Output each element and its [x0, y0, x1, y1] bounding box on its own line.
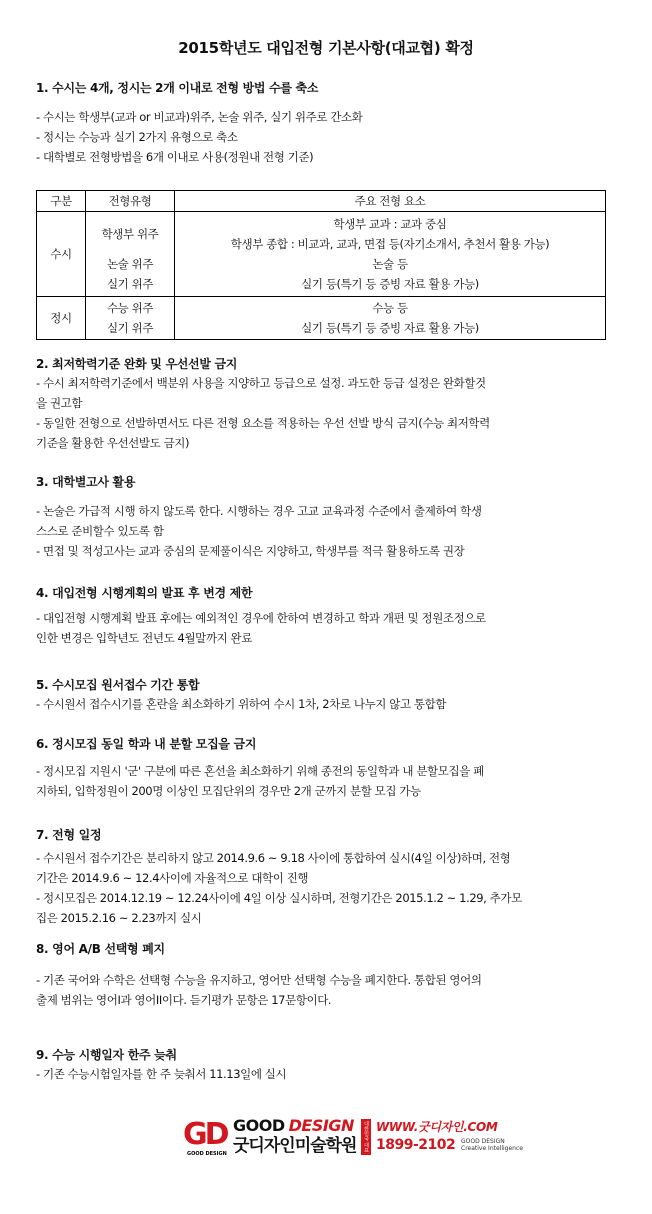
table-row: [37, 212, 606, 297]
table-cell-category: 정시: [37, 297, 86, 340]
section-1: [36, 79, 620, 167]
section-1-line: - 수시는 학생부(교과 or 비교과)위주, 논술 위주, 실기 위주로 간소화: [36, 110, 363, 124]
vertical-red-label: 대한민국 대표: [361, 1119, 371, 1155]
section-6: [36, 735, 620, 801]
table-cell-category: 수시: [37, 212, 86, 297]
page-title: 2015학년도 대입전형 기본사항(대교협) 확정: [178, 39, 474, 57]
website-url: WWW.굿디자인.COM: [376, 1120, 498, 1134]
slogan-line: GOOD DESIGN: [461, 1138, 505, 1145]
section-5-heading: 5. 수시모집 원서접수 기간 통합: [36, 678, 200, 692]
table-header: 전형유형: [86, 191, 175, 212]
section-7-line: 기간은 2014.9.6 ~ 12.4사이에 자율적으로 대학이 진행: [36, 871, 309, 885]
table-cell-type: 논술 위주: [106, 257, 154, 271]
section-7-line: - 수시원서 접수기간은 분리하지 않고 2014.9.6 ~ 9.18 사이에 통합하여 실시(4일 이상)하며, 전형: [36, 851, 511, 865]
phone-number: 1899-2102: [376, 1137, 456, 1153]
table-cell-element: 실기 등(특기 등 증빙 자료 활용 가능): [301, 277, 479, 291]
brand-name-korean: 굿디자인미술학원: [233, 1136, 357, 1156]
section-4-heading: 4. 대입전형 시행계획의 발표 후 변경 제한: [36, 586, 253, 600]
section-2-line: 기준을 활용한 우선선발도 금지): [36, 436, 190, 450]
slogan-line: Creative Intelligence: [461, 1145, 523, 1152]
section-9: [36, 1046, 620, 1084]
gd-logo-mark: GD: [183, 1117, 227, 1152]
section-6-line: 지하되, 입학정원이 200명 이상인 모집단위의 경우만 2개 군까지 분할 모집 가능: [36, 784, 421, 798]
table-cell-elements: [175, 297, 606, 340]
table-cell-type: 실기 위주: [106, 277, 154, 291]
section-1-heading: 1. 수시는 4개, 정시는 2개 이내로 전형 방법 수를 축소: [36, 81, 319, 95]
section-3-line: - 논술은 가급적 시행 하지 않도록 한다. 시행하는 경우 고교 교육과정 수준에서 출제하여 학생: [36, 504, 482, 518]
section-3-line: - 면접 및 적성고사는 교과 중심의 문제풀이식은 지양하고, 학생부를 적극 활용하도록 권장: [36, 544, 465, 558]
section-4-line: 인한 변경은 입학년도 전년도 4월말까지 완료: [36, 631, 252, 645]
section-5: [36, 676, 620, 714]
section-8-line: - 기존 국어와 수학은 선택형 수능을 유지하고, 영어만 선택형 수능을 폐지한다. 통합된 영어의: [36, 973, 482, 987]
table-header: 주요 전형 요소: [175, 191, 606, 212]
section-3-line: 스스로 준비할수 있도록 함: [36, 524, 164, 538]
section-2-line: - 동일한 전형으로 선발하면서도 다른 전형 요소를 적용하는 우선 선발 방식 금지(수능 최저학력: [36, 416, 490, 430]
section-7-line: - 정시모집은 2014.12.19 ~ 12.24사이에 4일 이상 실시하며, 전형기간은 2015.1.2 ~ 1.29, 추가모: [36, 891, 522, 905]
section-3-heading: 3. 대학별고사 활용: [36, 475, 136, 489]
section-7: [36, 826, 620, 928]
section-8-heading: 8. 영어 A/B 선택형 폐지: [36, 942, 165, 956]
table-cell-type: 학생부 위주: [101, 227, 159, 241]
section-7-line: 집은 2015.2.16 ~ 2.23까지 실시: [36, 911, 202, 925]
table-cell-type: 실기 위주: [106, 321, 154, 335]
section-2-line: 을 권고함: [36, 396, 83, 410]
academy-logo: [183, 1116, 523, 1161]
section-9-heading: 9. 수능 시행일자 한주 늦춰: [36, 1048, 177, 1062]
table-cell-types: [86, 212, 175, 297]
gd-logo-sub: GOOD DESIGN: [187, 1151, 227, 1157]
section-6-line: - 정시모집 지원시 '군' 구분에 따른 혼선을 최소화하기 위해 종전의 동일학과 내 분할모집을 폐: [36, 764, 484, 778]
brand-good: GOOD: [233, 1116, 285, 1135]
section-2-heading: 2. 최저학력기준 완화 및 우선선발 금지: [36, 357, 238, 371]
section-2-line: - 수시 최저학력기준에서 백분위 사용을 지양하고 등급으로 설정. 과도한 등급 설정은 완화할것: [36, 376, 486, 390]
brand-name-english: [233, 1117, 354, 1135]
admission-type-table: [36, 190, 606, 340]
table-row: [37, 297, 606, 340]
table-cell-elements: [175, 212, 606, 297]
section-5-line: - 수시원서 접수시기를 혼란을 최소화하기 위하여 수시 1차, 2차로 나누지 않고 통합함: [36, 697, 447, 711]
table-header-row: [37, 191, 606, 212]
section-8-line: 출제 범위는 영어I과 영어II이다. 듣기평가 문항은 17문항이다.: [36, 993, 332, 1007]
section-1-line: - 정시는 수능과 실기 2가지 유형으로 축소: [36, 130, 238, 144]
section-1-line: - 대학별로 전형방법을 6개 이내로 사용(정원내 전형 기준): [36, 150, 314, 164]
slogan: [461, 1138, 523, 1152]
section-2: [36, 355, 620, 453]
section-7-heading: 7. 전형 일정: [36, 828, 102, 842]
table-cell-element: 실기 등(특기 등 증빙 자료 활용 가능): [301, 321, 479, 335]
table-cell-element: 논술 등: [372, 257, 408, 271]
section-8: [36, 940, 620, 1010]
table-cell-types: [86, 297, 175, 340]
table-header: 구분: [37, 191, 86, 212]
section-4: [36, 584, 620, 648]
section-6-heading: 6. 정시모집 동일 학과 내 분할 모집을 금지: [36, 737, 257, 751]
section-4-line: - 대입전형 시행계획 발표 후에는 예외적인 경우에 한하여 변경하고 학과 개편 및 정원조정으로: [36, 611, 486, 625]
section-3: [36, 473, 620, 561]
brand-design: DESIGN: [288, 1116, 354, 1135]
table-cell-element: 학생부 종합 : 비교과, 교과, 면접 등(자기소개서, 추천서 활용 가능): [230, 237, 550, 251]
table-cell-type: 수능 위주: [106, 301, 154, 315]
table-cell-element: 학생부 교과 : 교과 중심: [333, 217, 447, 231]
table-cell-element: 수능 등: [372, 301, 408, 315]
section-9-line: - 기존 수능시험일자를 한 주 늦춰서 11.13일에 실시: [36, 1067, 287, 1081]
